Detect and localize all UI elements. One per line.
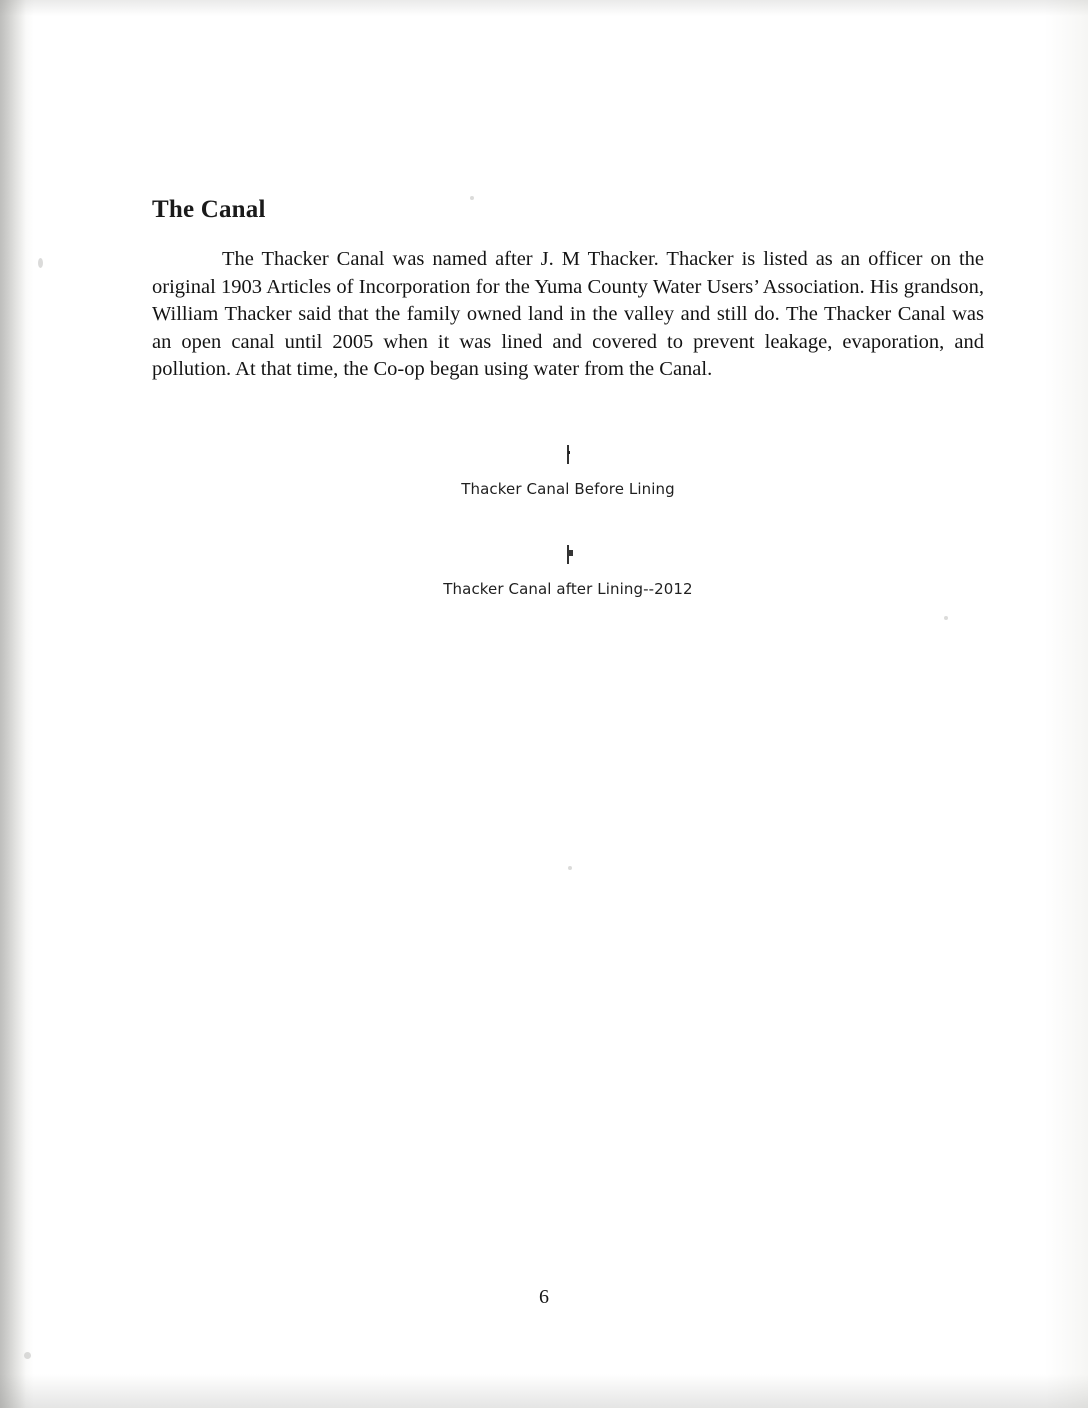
page-number: 6: [539, 1286, 549, 1308]
figure-canal-before-lining: [152, 446, 984, 498]
photo-thacker-canal-before-lining: [567, 445, 569, 464]
document-body: [152, 196, 984, 598]
figure-caption: Thacker Canal Before Lining: [461, 479, 675, 498]
figure-caption: Thacker Canal after Lining--2012: [443, 579, 693, 598]
photo-thacker-canal-after-lining: [567, 545, 569, 564]
photo-utility-pole: [568, 452, 569, 454]
body-paragraph: The Thacker Canal was named after J. M Thacker. Thacker is listed as an officer on the original 1903 Articles of Incorporation for the Yuma County Water Users’ Association. His grandson, William Thacker said that the family owned land in the valley and still do. The Thacker Canal was an open canal until 2005 when it was lined and covered to prevent leakage, evaporation, and pollution. At that time, the Co-op began using water from the Canal.: [152, 248, 984, 381]
page-title: The Canal: [152, 196, 266, 223]
photo-tire-track: [568, 459, 569, 462]
photo-palm-trunk: [568, 550, 569, 556]
photo-tire-track: [568, 460, 569, 463]
figure-canal-after-lining: [152, 546, 984, 598]
